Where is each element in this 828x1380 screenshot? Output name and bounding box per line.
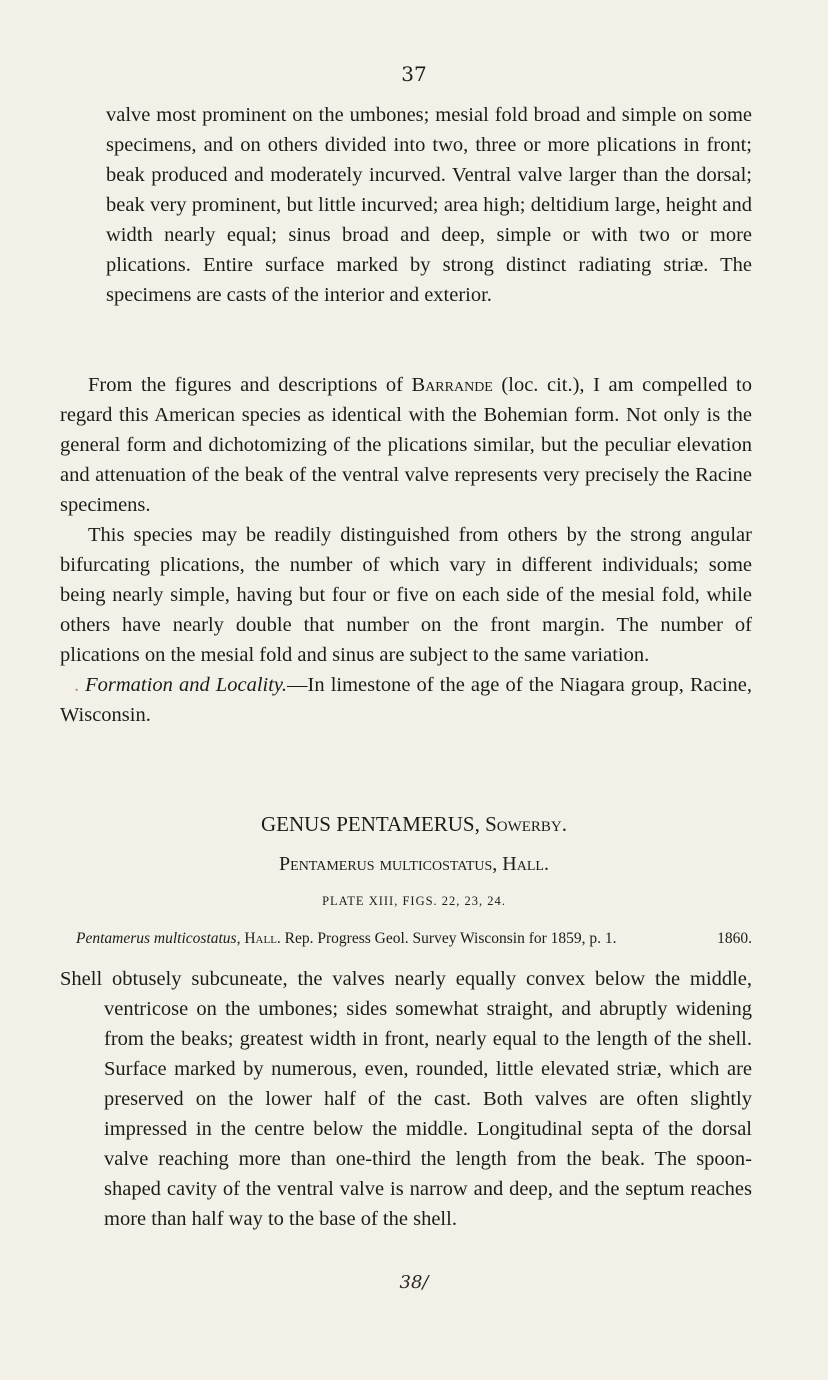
species-description: Shell obtusely subcuneate, the valves nearly equally convex below the middle, ventricose on the umbones; sides somewhat straight, and abruptly widening from the beaks; greatest width in front, nearly equal to the length of the shell. Surface marked by numerous, even, rounded, little elevated striæ, which are preserved on the lower half of the cast. Both valves are often slightly impressed in the centre below the middle. Longitudinal septa of the dorsal valve reaching more than one-third the length from the beak. The spoon-shaped cavity of the ventral valve is narrow and deep, and the septum reaches more than half way to the base of the shell.: [60, 968, 752, 1230]
plate-reference: PLATE XIII, FIGS. 22, 23, 24.: [322, 894, 506, 908]
stray-mark: .: [74, 674, 80, 696]
description-continued: valve most prominent on the umbones; mesial fold broad and simple on some specimens, and on others divided into two, three or more plications in front; beak produced and moderately incurved. Ventral valve larger than the dorsal; beak very prominent, but little incurved; area high; deltidium large, height and width nearly equal; sinus broad and deep, simple or with two or more plications. Entire surface marked by strong distinct radiating striæ. The specimens are casts of the interior and exterior.: [106, 104, 752, 306]
remarks-paragraph-1: From the figures and descriptions of Barrande (loc. cit.), I am compelled to regard this American species as identical with the Bohemian form. Not only is the general form and dichotomizing of the plications similar, but the peculiar elevation and attenuation of the beak of the ventral valve represents very precisely the Racine specimens.: [60, 374, 752, 516]
formation-label: Formation and Locality.: [85, 674, 288, 696]
remarks-paragraph-2: This species may be readily distinguished from others by the strong angular bifurcating plications, the number of which vary in different individuals; some being nearly simple, having but four or five on each side of the mesial fold, while others have nearly double that number on the front margin. The number of plications on the mesial fold and sinus are subject to the same variation.: [60, 524, 752, 666]
citation: Pentamerus multicostatus, Hall. Rep. Progress Geol. Survey Wisconsin for 1859, p. 1. 1860.: [76, 930, 752, 947]
genus-heading: GENUS PENTAMERUS, Sowerby.: [260, 812, 568, 836]
remarks-section: [60, 370, 752, 730]
formation-locality: . Formation and Locality.—In limestone of the age of the Niagara group, Racine, Wisconsin.: [60, 674, 753, 726]
handwritten-annotation: 38/: [399, 1272, 429, 1293]
citation-year: 1860.: [717, 930, 752, 947]
author-name: Barrande: [411, 374, 493, 396]
page-number: 37: [401, 62, 427, 86]
species-heading: Pentamerus multicostatus, Hall.: [279, 853, 549, 875]
